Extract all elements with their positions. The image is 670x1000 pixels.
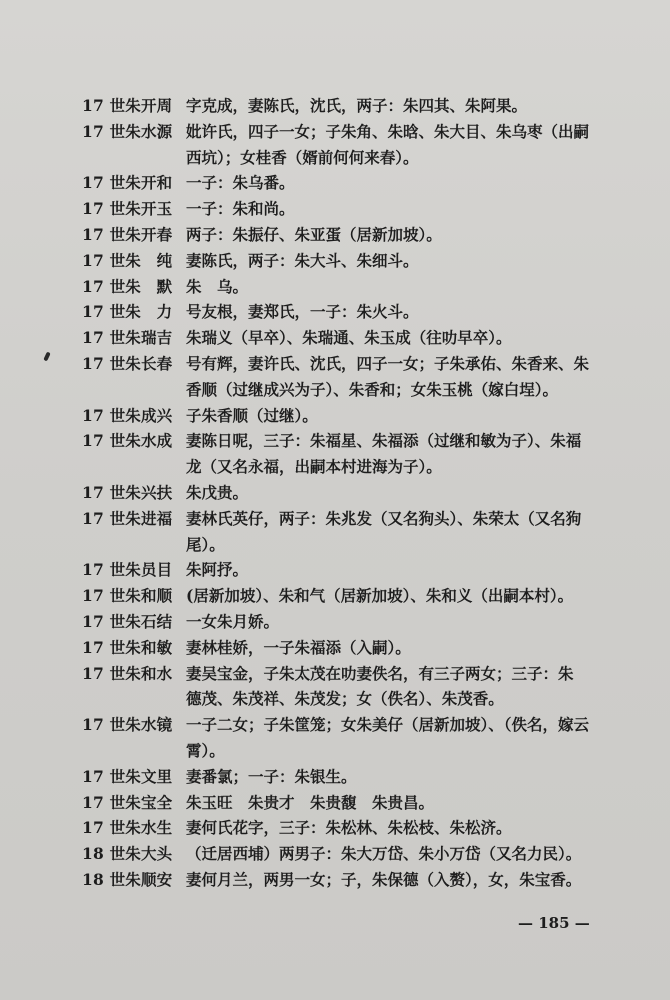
entry-continuation-row — [82, 454, 642, 480]
entry-name: 17 世朱长春 — [82, 353, 173, 373]
entry-row — [82, 480, 642, 506]
entry-name: 17 世朱开玉 — [82, 199, 173, 219]
entry-row — [82, 222, 642, 248]
entry-name: 17 世朱兴扶 — [82, 482, 173, 502]
entry-continuation-row — [82, 377, 642, 403]
entry-description-line: 朱瑞义（早卒）、朱瑞通、朱玉成（往叻早卒）。 — [186, 328, 512, 348]
entry-row — [82, 661, 642, 687]
entry-continuation-row — [82, 738, 642, 764]
entry-row — [82, 248, 642, 274]
entry-name: 17 世朱开和 — [82, 173, 173, 193]
entry-description-line: 两子：朱振仔、朱亚蛋（居新加坡）。 — [186, 224, 442, 244]
entry-name: 17 世朱开春 — [82, 224, 173, 244]
entry-description-line: 妻陈日呢，三子：朱福星、朱福添（过继和敏为子）、朱福 — [186, 431, 582, 451]
entry-row — [82, 428, 642, 454]
entry-description-line: 朱阿抒。 — [186, 560, 249, 580]
page-number: — 185 — — [518, 914, 590, 932]
entry-row — [82, 93, 642, 119]
entry-description-line: 朱戊贵。 — [186, 482, 249, 502]
entry-description-line: (居新加坡）、朱和气（居新加坡）、朱和义（出嗣本村）。 — [186, 586, 574, 606]
entry-row — [82, 867, 642, 893]
entry-description-line: 一子：朱乌番。 — [186, 173, 295, 193]
genealogy-entries — [82, 93, 642, 893]
entry-name: 17 世朱宝全 — [82, 792, 173, 812]
entry-row — [82, 119, 642, 145]
entry-description-line: 西坑）；女桂香（婿前何何来春）。 — [186, 147, 419, 167]
entry-row — [82, 299, 642, 325]
entry-name: 17 世朱员目 — [82, 560, 173, 580]
entry-row — [82, 764, 642, 790]
entry-name: 17 世朱 纯 — [82, 250, 173, 270]
entry-description-line: 妣许氏，四子一女；子朱角、朱晗、朱大目、朱乌枣（出嗣 — [186, 121, 590, 141]
entry-row — [82, 815, 642, 841]
entry-row — [82, 557, 642, 583]
entry-name: 17 世朱石结 — [82, 611, 173, 631]
entry-description-line: 一子：朱和尚。 — [186, 199, 295, 219]
entry-row — [82, 506, 642, 532]
entry-row — [82, 274, 642, 300]
entry-continuation-row — [82, 145, 642, 171]
entry-name: 17 世朱和敏 — [82, 637, 173, 657]
entry-row — [82, 170, 642, 196]
entry-description-line: 妻林氏英仔，两子：朱兆发（又名狗头）、朱荣太（又名狗 — [186, 508, 582, 528]
entry-description-line: （迁居西埔）两男子：朱大万岱、朱小万岱（又名力民）。 — [186, 844, 582, 864]
entry-row — [82, 196, 642, 222]
entry-name: 17 世朱 默 — [82, 276, 173, 296]
entry-description-line: 龙（又名永福，出嗣本村进海为子）。 — [186, 457, 442, 477]
entry-description-line: 一女朱月娇。 — [186, 611, 280, 631]
entry-row — [82, 841, 642, 867]
entry-row — [82, 609, 642, 635]
entry-name: 17 世朱进福 — [82, 508, 173, 528]
entry-name: 17 世朱瑞吉 — [82, 328, 173, 348]
entry-name: 17 世朱和水 — [82, 663, 173, 683]
entry-name: 17 世朱文里 — [82, 766, 173, 786]
entry-description-line: 妻何氏花字，三子：朱松林、朱松枝、朱松济。 — [186, 818, 512, 838]
entry-description-line: 号有辉，妻许氏、沈氏，四子一女；子朱承佑、朱香来、朱 — [186, 353, 590, 373]
entry-name: 18 世朱顺安 — [82, 869, 173, 889]
entry-description-line: 妻何月兰，两男一女；子，朱保德（入赘），女，朱宝香。 — [186, 869, 582, 889]
entry-description-line: 朱玉旺 朱贵才 朱贵馥 朱贵昌。 — [186, 792, 435, 812]
entry-description-line: 香顺（过继成兴为子）、朱香和；女朱玉桃（嫁白埕）。 — [186, 379, 559, 399]
entry-row — [82, 403, 642, 429]
entry-description-line: 一子二女；子朱筐笼；女朱美仔（居新加坡）、（佚名，嫁云 — [186, 715, 590, 735]
ink-speck — [43, 352, 50, 362]
entry-description-line: 妻林桂娇，一子朱福添（入嗣）。 — [186, 637, 411, 657]
entry-name: 17 世朱开周 — [82, 96, 173, 115]
entry-name: 17 世朱水成 — [82, 431, 173, 451]
entry-description-line: 子朱香顺（过继）。 — [186, 405, 318, 425]
entry-continuation-row — [82, 686, 642, 712]
entry-description-line: 霄）。 — [186, 740, 225, 760]
entry-row — [82, 790, 642, 816]
entry-description-line: 尾）。 — [186, 534, 225, 554]
entry-name: 18 世朱大头 — [82, 844, 173, 864]
entry-description-line: 妻吴宝金，子朱太茂在叻妻佚名，有三子两女；三子：朱 — [186, 663, 574, 683]
entry-row — [82, 351, 642, 377]
entry-description-line: 号友根，妻郑氏，一子：朱火斗。 — [186, 302, 419, 322]
entry-name: 17 世朱水镜 — [82, 715, 173, 735]
entry-description-line: 妻陈氏，两子：朱大斗、朱细斗。 — [186, 250, 419, 270]
entry-name: 17 世朱和顺 — [82, 586, 173, 606]
entry-name: 17 世朱成兴 — [82, 405, 173, 425]
entry-description-line: 朱 乌。 — [186, 276, 249, 296]
entry-description-line: 字克成，妻陈氏，沈氏，两子：朱四其、朱阿果。 — [186, 96, 528, 115]
entry-description-line: 德茂、朱茂祥、朱茂发；女（佚名）、朱茂香。 — [186, 689, 504, 709]
entry-row — [82, 712, 642, 738]
entry-row — [82, 325, 642, 351]
entry-name: 17 世朱水源 — [82, 121, 173, 141]
entry-name: 17 世朱 力 — [82, 302, 173, 322]
entry-row — [82, 583, 642, 609]
entry-description-line: 妻番氯；一子：朱银生。 — [186, 766, 357, 786]
entry-continuation-row — [82, 532, 642, 558]
entry-row — [82, 635, 642, 661]
entry-name: 17 世朱水生 — [82, 818, 173, 838]
